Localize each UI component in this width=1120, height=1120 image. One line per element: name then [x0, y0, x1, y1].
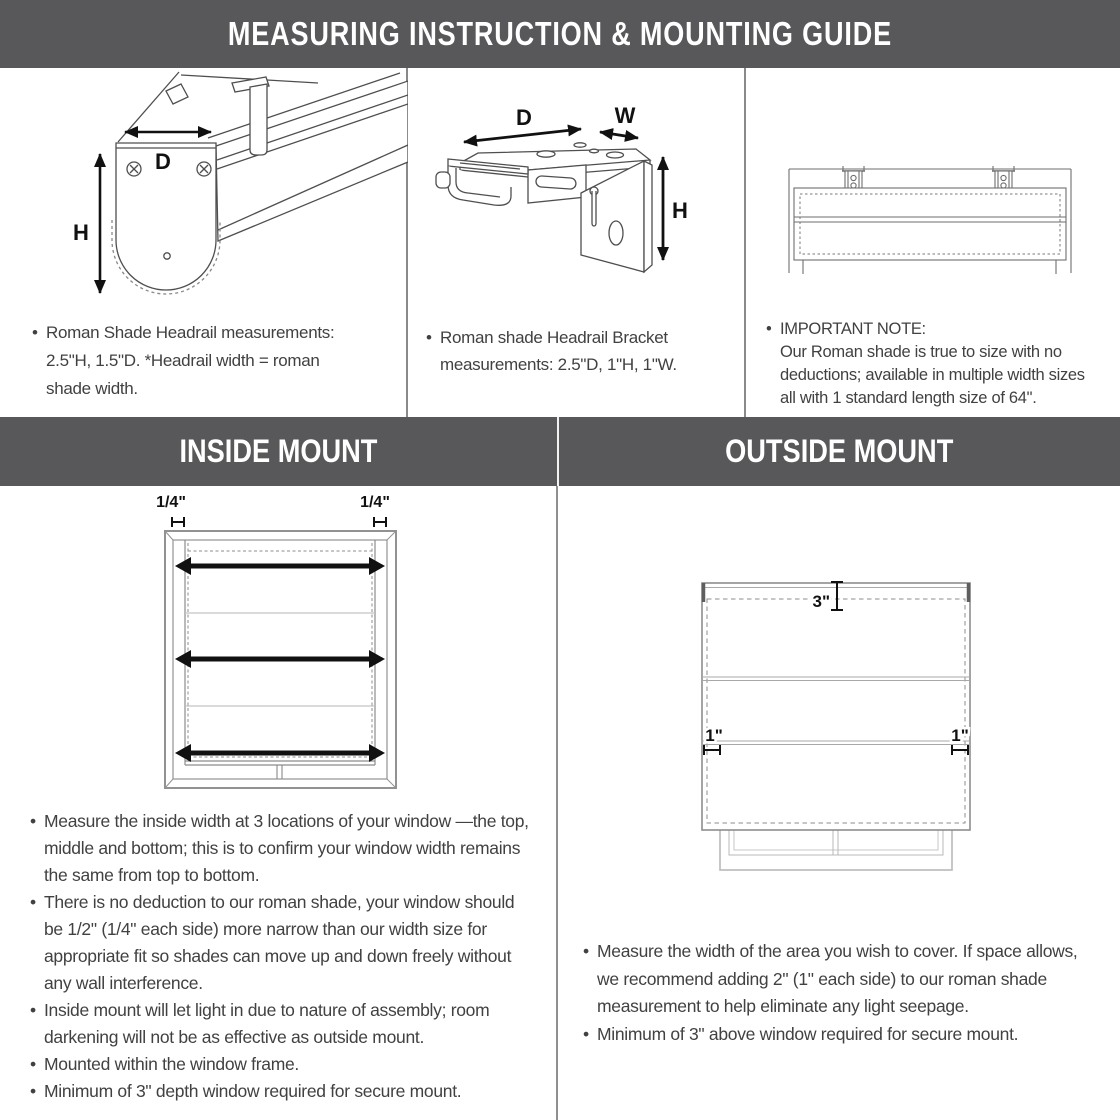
list-item: [32, 319, 362, 403]
inside-note-5: Minimum of 3" depth window required for secure mount.: [44, 1081, 462, 1101]
list-item: [30, 997, 532, 1051]
outside-mount-notes: [558, 938, 1120, 1048]
shade-dashed-outline: [188, 543, 372, 758]
mounted-headrail-line-art: [789, 166, 1071, 274]
list-item: [583, 1021, 1098, 1049]
outside-mount-panel: [558, 486, 1120, 1120]
important-note-body: Our Roman shade is true to size with no deductions; available in multiple width sizes all with 1 standard length size of 64".: [780, 343, 1085, 407]
inside-mount-panel: [0, 486, 558, 1120]
outside-mount-heading: OUTSIDE MOUNT: [725, 433, 954, 469]
list-item: [766, 318, 1090, 410]
dimension-label-d: D: [155, 149, 171, 174]
headrail-line-art: [112, 72, 408, 294]
bracket-measurements-panel: [408, 68, 746, 417]
outside-note-1: Measure the width of the area you wish to cover. If space allows, we recommend adding 2" (1" each side) to our roman shade measurement to help eliminate any light seepage.: [597, 941, 1078, 1016]
mount-section-banners: [0, 417, 1120, 486]
dimension-label-h: H: [672, 198, 688, 223]
dimension-label-d: D: [516, 105, 532, 130]
important-note-panel: [746, 68, 1120, 417]
inside-note-2: There is no deduction to our roman shade, your window should be 1/2" (1/4" each side) more narrow than our width size for appropriate fit so shades can move up and down freely without any wall interference.: [44, 892, 515, 993]
list-item: [583, 938, 1098, 1021]
important-note: [746, 318, 1120, 410]
inside-mount-diagram: [134, 490, 424, 790]
list-item: [30, 808, 532, 889]
left-overlap-label: 1": [705, 726, 723, 745]
inside-mount-heading: INSIDE MOUNT: [179, 433, 378, 469]
page-title: MEASURING INSTRUCTION & MOUNTING GUIDE: [227, 15, 893, 52]
main-title-banner: [0, 0, 1120, 68]
width-measure-arrows: [175, 557, 385, 762]
inside-mount-banner: [0, 417, 557, 486]
inside-note-4: Mounted within the window frame.: [44, 1054, 299, 1074]
outside-note-2: Minimum of 3" above window required for secure mount.: [597, 1023, 1019, 1044]
dimension-label-w: W: [614, 103, 636, 128]
headrail-diagram: [28, 70, 408, 313]
right-overlap-label: 1": [951, 726, 969, 745]
bracket-note-text: Roman shade Headrail Bracket measurements: 2.5"D, 1"H, 1"W.: [440, 328, 677, 374]
shade-overlay: [702, 583, 970, 830]
bracket-notes: [408, 324, 744, 378]
shade-outline: [185, 540, 375, 765]
top-gap-label: 3": [812, 592, 830, 611]
list-item: [30, 1051, 532, 1078]
inside-mount-notes: [0, 808, 556, 1105]
gap-label-right: 1/4": [360, 494, 390, 511]
quarter-inch-marks: [172, 517, 386, 527]
gap-label-left: 1/4": [156, 494, 186, 511]
list-item: [426, 324, 710, 378]
outside-mount-diagram: [669, 560, 979, 872]
bracket-line-art: [436, 143, 652, 272]
headrail-notes: [0, 319, 406, 403]
mounted-headrail-diagram: [756, 145, 1116, 285]
top-section: [0, 68, 1120, 417]
outside-mount-banner: [559, 417, 1120, 486]
dimension-label-h: H: [73, 220, 89, 245]
headrail-measurements-panel: [0, 68, 408, 417]
list-item: [30, 1078, 532, 1105]
inside-note-3: Inside mount will let light in due to nature of assembly; room darkening will not be as effective as outside mount.: [44, 1000, 490, 1047]
mount-details-section: [0, 486, 1120, 1120]
bracket-diagram: [408, 75, 738, 315]
important-note-title: • IMPORTANT NOTE:: [780, 320, 926, 338]
list-item: [30, 889, 532, 997]
headrail-note-text: Roman Shade Headrail measurements: 2.5"H, 1.5"D. *Headrail width = roman shade width.: [46, 323, 335, 398]
inside-note-1: Measure the inside width at 3 locations of your window —the top, middle and bottom; this is to confirm your window width remains the same from top to bottom.: [44, 811, 529, 885]
